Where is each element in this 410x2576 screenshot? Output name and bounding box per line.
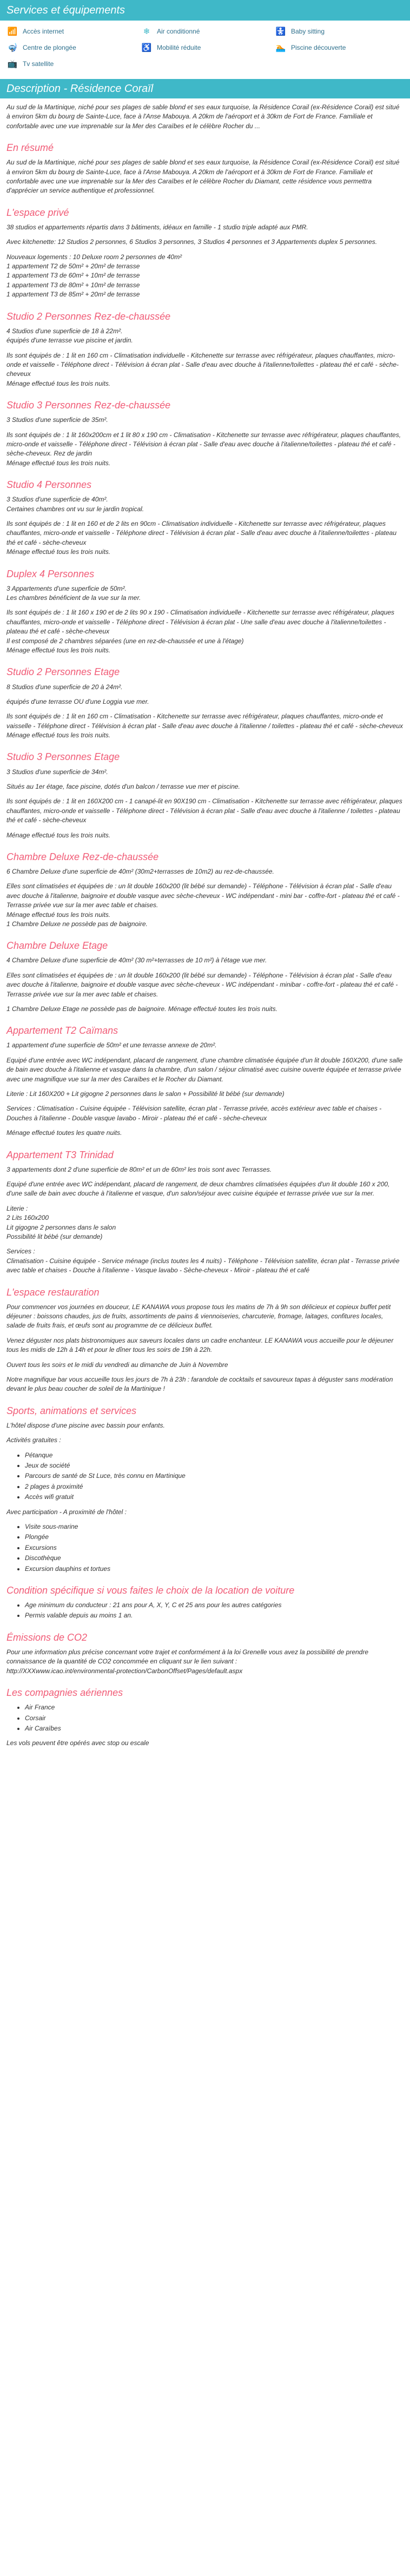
service-item bbox=[6, 60, 135, 69]
service-label: Centre de plongée bbox=[23, 44, 76, 52]
service-label: Accès internet bbox=[23, 28, 64, 36]
list-item: • Discothèque bbox=[25, 1554, 404, 1563]
tv-icon: 📺 bbox=[7, 60, 18, 69]
airlines-footer: Les vols peuvent être opérés avec stop ou escale bbox=[6, 1739, 149, 1747]
section-paragraph: 3 Appartements d'une superficie de 50m². Les chambres bénéficient de la vue sur la mer. bbox=[6, 584, 141, 602]
list-item: • Pétanque bbox=[25, 1451, 404, 1460]
list-item: • Excursion dauphins et tortues bbox=[25, 1564, 404, 1574]
list-item: • Air France bbox=[25, 1703, 404, 1712]
section-title: En résumé bbox=[6, 142, 54, 154]
activities-paid-list bbox=[16, 1522, 404, 1574]
co2-text: Pour une information plus précise concernant votre trajet et conformément à la loi Grenelle vous avez la possibilité de prendre connaissance de la quantité de CO2 concommée en cliquant sur le lien suivant : http://XXXwww.icao.int/environmental-protection/CarbonOffset/Pages/default.aspx bbox=[6, 1648, 369, 1675]
section-title: Studio 3 Personnes Rez-de-chaussée bbox=[6, 400, 171, 411]
list-item: • Visite sous-marine bbox=[25, 1522, 404, 1531]
diving-mask-icon: 🤿 bbox=[7, 43, 18, 53]
wifi-icon: 📶 bbox=[7, 27, 18, 37]
service-item bbox=[275, 27, 404, 37]
description-content bbox=[0, 98, 410, 1760]
stroller-icon: 🚼 bbox=[275, 27, 286, 37]
section-paragraph: 8 Studios d'une superficie de 20 à 24m². bbox=[6, 683, 123, 691]
section-title: Duplex 4 Personnes bbox=[6, 568, 95, 579]
service-label: Baby sitting bbox=[291, 28, 325, 36]
list-item: • Excursions bbox=[25, 1543, 404, 1553]
services-list bbox=[0, 21, 410, 79]
rental-title: Condition spécifique si vous faites le choix de la location de voiture bbox=[6, 1584, 295, 1596]
list-item: • Accès wifi gratuit bbox=[25, 1492, 404, 1502]
activities-free-label: Activités gratuites : bbox=[6, 1436, 61, 1444]
service-item bbox=[275, 43, 404, 53]
section-paragraph: Ils sont équipés de : 1 lit en 160 cm - Climatisation individuelle - Kitchenette sur terrasse avec réfrigérateur, plaques chauffantes, micro-onde et vaisselle - Téléphone direct - Télévision à écran plat - Salle d'eau avec douche à l'italienne/toilettes - plateau thé et café - sèche-cheveux Ménage effectué tous les trois nuits. bbox=[6, 351, 399, 387]
section-title: Studio 3 Personnes Etage bbox=[6, 751, 120, 763]
section-paragraph: Equipé d'une entrée avec WC indépendant, placard de rangement, de deux chambres climatisées équipées d'un lit double 160 x 200, d'une salle de bain avec douche à l'italienne et vasque, d'un salon/séjour avec cuisine équipée et terrasse privée vue sur la mer. bbox=[6, 1180, 390, 1198]
airlines-list bbox=[16, 1703, 404, 1733]
activities-free-list bbox=[16, 1451, 404, 1502]
list-item: • Age minimum du conducteur : 21 ans pour A, X, Y, C et 25 ans pour les autres catégories bbox=[25, 1601, 404, 1610]
section-paragraph: Services : Climatisation - Cuisine équipée - Télévision satellite, écran plat - Terrasse privée, accès extérieur avec table et chaises - Douches à l'italienne - Double vasque lavabo - Miroir - plateau thé et café - sèche-cheveux bbox=[6, 1105, 382, 1122]
description-header bbox=[0, 79, 410, 98]
section-paragraph: Venez déguster nos plats bistronomiques aux saveurs locales dans un cadre enchanteur. LE KANAWA vous accueille pour le déjeuner tous les midis de 12h à 14h et pour le dîner tous les soirs de 19h à 22h. bbox=[6, 1336, 394, 1354]
list-item: • Permis valable depuis au moins 1 an. bbox=[25, 1611, 404, 1620]
section-paragraph: 3 Studios d'une superficie de 40m². Certaines chambres ont vu sur le jardin tropical. bbox=[6, 496, 144, 513]
section-paragraph: Literie : Lit 160X200 + Lit gigogne 2 personnes dans le salon + Possibilité lit bébé (sur demande) bbox=[6, 1090, 285, 1098]
list-item: • Air Caraïbes bbox=[25, 1724, 404, 1733]
list-item: • Jeux de société bbox=[25, 1461, 404, 1470]
section-title: Chambre Deluxe Etage bbox=[6, 940, 108, 952]
section-paragraph: Au sud de la Martinique, niché pour ses plages de sable blond et ses eaux turquoise, la Résidence Corail (ex-Résidence Corail) est situé à environ 5km du bourg de Sainte-Luce, face à l'Anse Mabouya. A 20km de l'aéroport et à 30km de Fort de France. Familiale et confortable avec une vue imprenable sur la Mer des Caraïbes et le célèbre Rocher du Diamant, cette résidence vous permettra d'apprécier un service authentique et professionnel. bbox=[6, 158, 400, 195]
section-paragraph: Notre magnifique bar vous accueille tous les jours de 7h à 23h : farandole de cocktails et savoureux tapas à déguster sans modération devant le plus beau coucher de soleil de la Martinique ! bbox=[6, 1376, 393, 1393]
section-paragraph: Ils sont équipés de : 1 lit en 160 et de 2 lits en 90cm - Climatisation individuelle - Kitchenette sur terrasse avec réfrigérateur, plaques chauffantes, micro-onde et vaisselle - Téléphone direct - Télévision à écran plat - Salle d'eau avec douche à l'italienne/toilettes - plateau thé et café - sèche-cheveux Ménage effectué tous les trois nuits. bbox=[6, 520, 396, 556]
section-paragraph: 4 Chambre Deluxe d'une superficie de 40m² (30 m²+terrasses de 10 m²) à l'étage vue mer. bbox=[6, 956, 267, 965]
section-paragraph: Equipé d'une entrée avec WC indépendant, placard de rangement, d'une chambre climatisée équipée d'un lit double 160X200, d'une salle de bain avec douche à l'italienne et vasque dans la chambre, d'un salon / séjour climatisé avec cuisine ouverte équipée et terrasse privée avec une magnifique vue sur la mer des Caraïbes et le Rocher du Diamant. bbox=[6, 1056, 403, 1083]
section-paragraph: Ils sont équipés de : 1 lit en 160X200 cm - 1 canapé-lit en 90X190 cm - Climatisation - Kitchenette sur terrasse avec réfrigérateur, plaques chauffantes, micro-onde et vaisselle - Téléphone direct - Télévision à écran plat - Salle d'eau avec douche à l'italienne / toilettes - plateau thé et café - sèche-cheveux bbox=[6, 797, 402, 824]
activities-paid-label: Avec participation - A proximité de l'hôtel : bbox=[6, 1508, 127, 1516]
description-intro: Au sud de la Martinique, niché pour ses plages de sable blond et ses eaux turquoise, la Résidence Corail (ex-Résidence Corail) est situé à environ 5km du bourg de Sainte-Luce, face à l'Anse Mabouya. A 20km de l'aéroport et à 30km de Fort de France. Familiale et confortable avec une vue imprenable sur la Mer des Caraïbes et le célèbre Rocher du ... bbox=[6, 103, 400, 130]
section-title: Studio 2 Personnes Rez-de-chaussée bbox=[6, 311, 171, 322]
activities-intro: L'hôtel dispose d'une piscine avec bassin pour enfants. bbox=[6, 1421, 165, 1429]
section-paragraph: Ils sont équipés de : 1 lit 160x200cm et 1 lit 80 x 190 cm - Climatisation - Kitchenette sur terrasse avec réfrigérateur, plaques chauffantes, micro-onde et vaisselle - Téléphone direct - Télévision à écran plat - Salle d'eau avec douche à l'italienne/toilettes - plateau thé et café - sèche-cheveux. Rez de jardin Ménage effectué tous les trois nuits. bbox=[6, 431, 401, 467]
snowflake-icon: ❄ bbox=[143, 27, 150, 37]
section-title: Chambre Deluxe Rez-de-chaussée bbox=[6, 851, 159, 862]
service-item bbox=[141, 27, 269, 37]
section-title: L'espace privé bbox=[6, 207, 69, 218]
list-item: • Corsair bbox=[25, 1714, 404, 1723]
co2-title: Émissions de CO2 bbox=[6, 1632, 88, 1643]
section-paragraph: Ménage effectué tous les trois nuits. bbox=[6, 831, 111, 839]
section-paragraph: Elles sont climatisées et équipées de : un lit double 160x200 (lit bébé sur demande) - Téléphone - Télévision à écran plat - Salle d'eau avec douche à l'italienne, baignoire et double vasque avec sèche-cheveux - WC indépendant - mini bar - coffre-fort - plateau thé et café - Terrasse privée vue sur la mer avec table et chaises. Ménage effectué tous les trois nuits. 1 Chambre Deluxe ne possède pas de baignoire. bbox=[6, 882, 400, 928]
services-grid bbox=[6, 27, 404, 69]
section-paragraph: 38 studios et appartements répartis dans 3 bâtiments, idéaux en famille - 1 studio triple adapté aux PMR. bbox=[6, 223, 308, 231]
service-label: Tv satellite bbox=[23, 60, 54, 68]
section-paragraph: 3 Studios d'une superficie de 34m². bbox=[6, 768, 108, 776]
service-label: Air conditionné bbox=[157, 28, 200, 36]
section-paragraph: 6 Chambre Deluxe d'une superficie de 40m² (30m2+terrasses de 10m2) au rez-de-chaussée. bbox=[6, 867, 274, 875]
section-paragraph: Literie : 2 Lits 160x200 Lit gigogne 2 personnes dans le salon Possibilité lit bébé (sur demande) bbox=[6, 1204, 116, 1241]
section-paragraph: 1 Chambre Deluxe Etage ne possède pas de baignoire. Ménage effectué toutes les trois nuits. bbox=[6, 1005, 277, 1013]
section-paragraph: Ménage effectué toutes les quatre nuits. bbox=[6, 1129, 122, 1137]
section-title: Studio 4 Personnes bbox=[6, 479, 92, 491]
section-paragraph: 3 appartements dont 2 d'une superficie de 80m² et un de 60m² les trois sont avec Terrasses. bbox=[6, 1165, 272, 1173]
section-paragraph: Avec kitchenette: 12 Studios 2 personnes, 6 Studios 3 personnes, 3 Studios 4 personnes et 3 Appartements duplex 5 personnes. bbox=[6, 238, 378, 246]
list-item: • 2 plages à proximité bbox=[25, 1482, 404, 1491]
services-header bbox=[0, 0, 410, 21]
service-item bbox=[6, 43, 135, 53]
list-item: • Parcours de santé de St Luce, très connu en Martinique bbox=[25, 1471, 404, 1481]
section-paragraph: 3 Studios d'une superficie de 35m². bbox=[6, 416, 108, 424]
sections bbox=[6, 141, 404, 1394]
airlines-title: Les compagnies aériennes bbox=[6, 1687, 123, 1699]
section-paragraph: 4 Studios d'une superficie de 18 à 22m². équipés d'une terrasse vue piscine et jardin. bbox=[6, 327, 133, 345]
section-title: Appartement T2 Caïmans bbox=[6, 1025, 118, 1036]
section-paragraph: Ouvert tous les soirs et le midi du vendredi au dimanche de Juin à Novembre bbox=[6, 1360, 228, 1369]
section-paragraph: 1 appartement d'une superficie de 50m² et une terrasse annexe de 20m². bbox=[6, 1041, 217, 1049]
service-item bbox=[6, 27, 135, 37]
section-paragraph: Services : Climatisation - Cuisine équipée - Service ménage (inclus toutes les 4 nuits) - Téléphone - Télévision satellite, écran plat - Terrasse privée avec table et chaises - Douche à l'italienne - Vasque lavabo - Sèche-cheveux - Miroir - plateau thé et café bbox=[6, 1247, 400, 1274]
wheelchair-icon: ♿ bbox=[141, 43, 152, 53]
list-item: • Plongée bbox=[25, 1533, 404, 1542]
section-title: Studio 2 Personnes Etage bbox=[6, 666, 120, 678]
service-item bbox=[141, 43, 269, 53]
section-paragraph: Situés au 1er étage, face piscine, dotés d'un balcon / terrasse vue mer et piscine. bbox=[6, 782, 240, 790]
section-paragraph: Nouveaux logements : 10 Deluxe room 2 personnes de 40m² 1 appartement T2 de 50m² + 20m² de terrasse 1 appartement T3 de 60m² + 10m² de terrasse 1 appartement T3 de 80m² + 10m² de terrasse 1 appartement T3 de 85m² + 20m² de terrasse bbox=[6, 253, 182, 299]
activities-title: Sports, animations et services bbox=[6, 1405, 137, 1416]
section-paragraph: Ils sont équipés de : 1 lit 160 x 190 et de 2 lits 90 x 190 - Climatisation individuelle - Kitchenette sur terrasse avec réfrigérateur, plaques chauffantes, micro-onde et vaisselle - Téléphone direct - Télévision à écran plat - Une salle d'eau avec douche à l'italienne/toilettes - plateau thé et café - sèche-cheveux Il est composé de 2 chambres séparées (une en rez-de-chaussée et une à l'étage) Ménage effectué tous les trois nuits. bbox=[6, 609, 395, 655]
section-title: L'espace restauration bbox=[6, 1286, 100, 1298]
rental-list bbox=[16, 1601, 404, 1621]
section-paragraph: Elles sont climatisées et équipées de : un lit double 160x200 (lit bébé sur demande) - Téléphone - Télévision à écran plat - Salle d'eau avec douche à l'italienne, baignoire et double vasque avec sèche-cheveux - WC indépendant - minibar - coffre-fort - plateau thé et café - Terrasse privée vue sur la mer avec table et chaises. bbox=[6, 971, 398, 998]
section-paragraph: Pour commencer vos journées en douceur, LE KANAWA vous propose tous les matins de 7h à 9h son délicieux et copieux buffet petit déjeuner : boissons chaudes, jus de fruits, assortiments de pains & viennoiseries, charcuterie, fromage, laitages, confitures locales, salade de fruits frais, et œufs sont au programme de ce délicieux buffet. bbox=[6, 1303, 391, 1330]
section-paragraph: Ils sont équipés de : 1 lit en 160 cm - Climatisation - Kitchenette sur terrasse avec réfrigérateur, plaques chauffantes, micro-onde et vaisselle - Téléphone direct - Télévision à écran plat - Salle d'eau avec douche à l'italienne / toilettes - plateau thé et café - sèche-cheveux Ménage effectué tous les trois nuits. bbox=[6, 712, 403, 739]
section-paragraph: équipés d'une terrasse OU d'une Loggia vue mer. bbox=[6, 697, 149, 705]
pool-icon: 🏊 bbox=[275, 43, 286, 53]
section-title: Appartement T3 Trinidad bbox=[6, 1149, 114, 1160]
service-label: Piscine découverte bbox=[291, 44, 346, 52]
service-label: Mobilité réduite bbox=[157, 44, 201, 52]
services-title: Services et équipements bbox=[6, 4, 125, 16]
description-title: Description - Résidence Coraïl bbox=[6, 82, 154, 95]
